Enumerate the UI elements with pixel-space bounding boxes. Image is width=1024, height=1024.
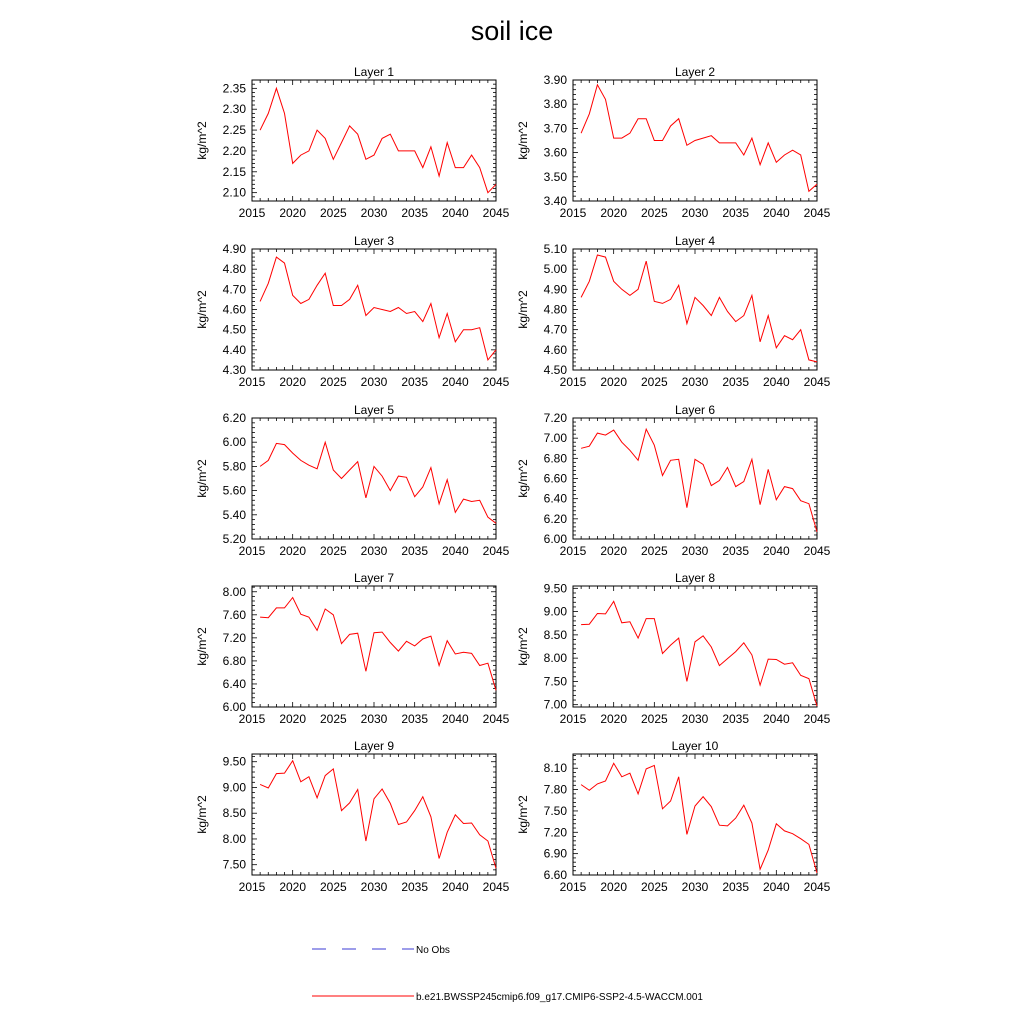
x-tick-label: 2015 [559, 880, 587, 894]
x-tick-label: 2030 [681, 375, 709, 389]
chart-panel-3 [195, 234, 510, 389]
x-tick-label: 2030 [681, 880, 709, 894]
x-tick-label: 2015 [559, 206, 587, 220]
y-tick-label: 9.50 [543, 581, 567, 596]
y-tick-label: 5.10 [543, 242, 567, 256]
y-tick-label: 7.20 [543, 411, 567, 425]
x-tick-label: 2020 [279, 375, 307, 389]
panel-title: Layer 3 [353, 234, 395, 248]
x-tick-label: 2020 [600, 544, 628, 558]
y-tick-label: 6.90 [543, 846, 567, 861]
x-tick-label: 2030 [360, 712, 388, 726]
y-tick-label: 2.25 [222, 123, 246, 138]
y-tick-label: 4.50 [222, 322, 246, 337]
series-line [260, 257, 496, 360]
panel-title: Layer 9 [353, 739, 395, 753]
x-tick-label: 2045 [482, 206, 510, 220]
y-tick-label: 7.20 [222, 630, 246, 645]
x-tick-label: 2030 [681, 712, 709, 726]
x-tick-label: 2015 [238, 206, 266, 220]
y-tick-label: 8.50 [543, 627, 567, 642]
y-tick-label: 6.40 [543, 491, 567, 506]
panel-title: Layer 4 [674, 234, 716, 248]
y-tick-label: 8.00 [222, 831, 246, 846]
x-tick-label: 2025 [640, 206, 668, 220]
plot-frame [573, 418, 817, 539]
panel-title: Layer 2 [674, 65, 716, 79]
y-tick-label: 3.60 [543, 145, 567, 160]
x-tick-label: 2045 [482, 544, 510, 558]
x-tick-label: 2045 [803, 880, 831, 894]
x-tick-label: 2020 [279, 206, 307, 220]
plot-frame [573, 586, 817, 707]
y-tick-label: 2.10 [222, 185, 246, 200]
legend-obs-label: No Obs [416, 945, 450, 956]
x-tick-label: 2035 [722, 712, 750, 726]
y-tick-label: 7.50 [222, 857, 246, 872]
y-tick-label: 3.80 [543, 97, 567, 112]
series-line [260, 761, 496, 869]
y-tick-label: 9.00 [543, 604, 567, 619]
chart-panel-9 [195, 739, 510, 894]
y-tick-label: 8.00 [543, 651, 567, 666]
y-tick-label: 3.40 [543, 194, 567, 208]
chart-panel-5 [195, 403, 510, 558]
y-tick-label: 3.70 [543, 121, 567, 136]
x-tick-label: 2040 [762, 880, 790, 894]
y-axis-label: kg/m^2 [195, 459, 209, 498]
series-line [581, 85, 817, 192]
x-tick-label: 2045 [482, 712, 510, 726]
x-tick-label: 2025 [319, 712, 347, 726]
x-tick-label: 2015 [238, 880, 266, 894]
chart-panel-7 [195, 571, 510, 726]
x-tick-label: 2025 [640, 375, 668, 389]
plot-frame [252, 418, 496, 539]
panel-title: Layer 1 [353, 65, 395, 79]
y-axis-label: kg/m^2 [195, 795, 209, 834]
y-tick-label: 8.00 [222, 584, 246, 599]
x-tick-label: 2040 [762, 375, 790, 389]
y-tick-label: 2.15 [222, 164, 246, 179]
plot-frame [573, 249, 817, 370]
x-tick-label: 2025 [319, 375, 347, 389]
legend-model-label: b.e21.BWSSP245cmip6.f09_g17.CMIP6-SSP2-4.5-WACCM.001 [416, 992, 703, 1003]
y-tick-label: 4.80 [543, 302, 567, 317]
y-tick-label: 2.30 [222, 102, 246, 117]
x-tick-label: 2040 [762, 206, 790, 220]
y-axis-label: kg/m^2 [516, 459, 530, 498]
series-line [581, 255, 817, 362]
y-tick-label: 6.60 [543, 868, 567, 882]
y-tick-label: 6.60 [543, 471, 567, 486]
x-tick-label: 2030 [681, 206, 709, 220]
x-tick-label: 2025 [319, 206, 347, 220]
x-tick-label: 2030 [360, 544, 388, 558]
y-tick-label: 4.50 [543, 363, 567, 377]
y-tick-label: 8.50 [222, 806, 246, 821]
series-line [581, 429, 817, 532]
plot-frame [252, 249, 496, 370]
x-tick-label: 2035 [401, 544, 429, 558]
y-tick-label: 9.00 [222, 780, 246, 795]
x-tick-label: 2045 [803, 712, 831, 726]
y-tick-label: 7.60 [222, 607, 246, 622]
panel-title: Layer 7 [353, 571, 395, 585]
x-tick-label: 2025 [640, 712, 668, 726]
y-tick-label: 5.80 [222, 459, 246, 474]
y-tick-label: 6.00 [222, 435, 246, 450]
y-tick-label: 6.80 [222, 653, 246, 668]
chart-panel-1 [195, 65, 510, 220]
y-tick-label: 4.40 [222, 342, 246, 357]
y-tick-label: 4.60 [222, 302, 246, 317]
x-tick-label: 2020 [279, 712, 307, 726]
x-tick-label: 2035 [722, 544, 750, 558]
plot-frame [252, 754, 496, 875]
x-tick-label: 2020 [600, 712, 628, 726]
panel-title: Layer 10 [671, 739, 719, 753]
x-tick-label: 2035 [722, 375, 750, 389]
chart-panel-4 [516, 234, 831, 389]
y-tick-label: 6.00 [543, 532, 567, 546]
y-tick-label: 4.30 [222, 363, 246, 377]
y-tick-label: 4.60 [543, 342, 567, 357]
y-axis-label: kg/m^2 [195, 627, 209, 666]
x-tick-label: 2015 [238, 544, 266, 558]
series-line [581, 763, 817, 873]
x-tick-label: 2025 [640, 544, 668, 558]
y-tick-label: 6.00 [222, 700, 246, 714]
x-tick-label: 2020 [279, 880, 307, 894]
x-tick-label: 2035 [722, 206, 750, 220]
x-tick-label: 2035 [401, 206, 429, 220]
x-tick-label: 2020 [600, 375, 628, 389]
y-tick-label: 3.50 [543, 169, 567, 184]
x-tick-label: 2025 [319, 544, 347, 558]
y-axis-label: kg/m^2 [516, 121, 530, 160]
y-tick-label: 6.40 [222, 676, 246, 691]
series-line [260, 442, 496, 523]
x-tick-label: 2040 [762, 544, 790, 558]
y-tick-label: 4.80 [222, 262, 246, 277]
y-tick-label: 4.70 [222, 282, 246, 297]
y-tick-label: 7.80 [543, 782, 567, 797]
x-tick-label: 2040 [441, 712, 469, 726]
x-tick-label: 2030 [360, 880, 388, 894]
x-tick-label: 2040 [762, 712, 790, 726]
y-tick-label: 5.40 [222, 507, 246, 522]
y-tick-label: 6.20 [543, 511, 567, 526]
y-tick-label: 3.90 [543, 73, 567, 87]
chart-panel-6 [516, 403, 831, 558]
x-tick-label: 2045 [482, 880, 510, 894]
x-tick-label: 2045 [803, 544, 831, 558]
x-tick-label: 2035 [401, 880, 429, 894]
y-axis-label: kg/m^2 [516, 290, 530, 329]
x-tick-label: 2020 [279, 544, 307, 558]
series-line [260, 88, 496, 192]
y-tick-label: 4.90 [543, 282, 567, 297]
x-tick-label: 2015 [238, 375, 266, 389]
y-tick-label: 2.20 [222, 143, 246, 158]
y-tick-label: 4.70 [543, 322, 567, 337]
x-tick-label: 2035 [401, 712, 429, 726]
x-tick-label: 2015 [238, 712, 266, 726]
x-tick-label: 2045 [482, 375, 510, 389]
y-tick-label: 5.00 [543, 262, 567, 277]
x-tick-label: 2035 [722, 880, 750, 894]
x-tick-label: 2015 [559, 544, 587, 558]
y-tick-label: 5.60 [222, 483, 246, 498]
x-tick-label: 2040 [441, 206, 469, 220]
chart-panel-8 [516, 571, 831, 726]
x-tick-label: 2030 [360, 375, 388, 389]
x-tick-label: 2025 [319, 880, 347, 894]
chart-panel-2 [516, 65, 831, 220]
y-tick-label: 8.10 [543, 761, 567, 776]
x-tick-label: 2045 [803, 375, 831, 389]
x-tick-label: 2040 [441, 880, 469, 894]
x-tick-label: 2045 [803, 206, 831, 220]
x-tick-label: 2030 [360, 206, 388, 220]
x-tick-label: 2025 [640, 880, 668, 894]
panel-title: Layer 6 [674, 403, 716, 417]
y-axis-label: kg/m^2 [516, 795, 530, 834]
y-axis-label: kg/m^2 [516, 627, 530, 666]
plot-frame [252, 586, 496, 707]
y-tick-label: 9.50 [222, 754, 246, 769]
x-tick-label: 2020 [600, 880, 628, 894]
y-tick-label: 6.80 [543, 451, 567, 466]
y-axis-label: kg/m^2 [195, 290, 209, 329]
panel-title: Layer 8 [674, 571, 716, 585]
y-tick-label: 6.20 [222, 411, 246, 425]
y-tick-label: 2.35 [222, 81, 246, 96]
x-tick-label: 2015 [559, 712, 587, 726]
x-tick-label: 2035 [401, 375, 429, 389]
series-line [581, 601, 817, 706]
x-tick-label: 2030 [681, 544, 709, 558]
figure-title: soil ice [470, 16, 554, 46]
y-tick-label: 7.00 [543, 431, 567, 446]
x-tick-label: 2040 [441, 544, 469, 558]
y-axis-label: kg/m^2 [195, 121, 209, 160]
series-line [260, 598, 496, 691]
x-tick-label: 2015 [559, 375, 587, 389]
y-tick-label: 7.20 [543, 825, 567, 840]
y-tick-label: 7.50 [543, 674, 567, 689]
y-tick-label: 7.00 [543, 697, 567, 712]
chart-panel-10 [516, 739, 831, 894]
x-tick-label: 2040 [441, 375, 469, 389]
panel-title: Layer 5 [353, 403, 395, 417]
y-tick-label: 4.90 [222, 242, 246, 256]
y-tick-label: 7.50 [543, 803, 567, 818]
y-tick-label: 5.20 [222, 532, 246, 546]
x-tick-label: 2020 [600, 206, 628, 220]
